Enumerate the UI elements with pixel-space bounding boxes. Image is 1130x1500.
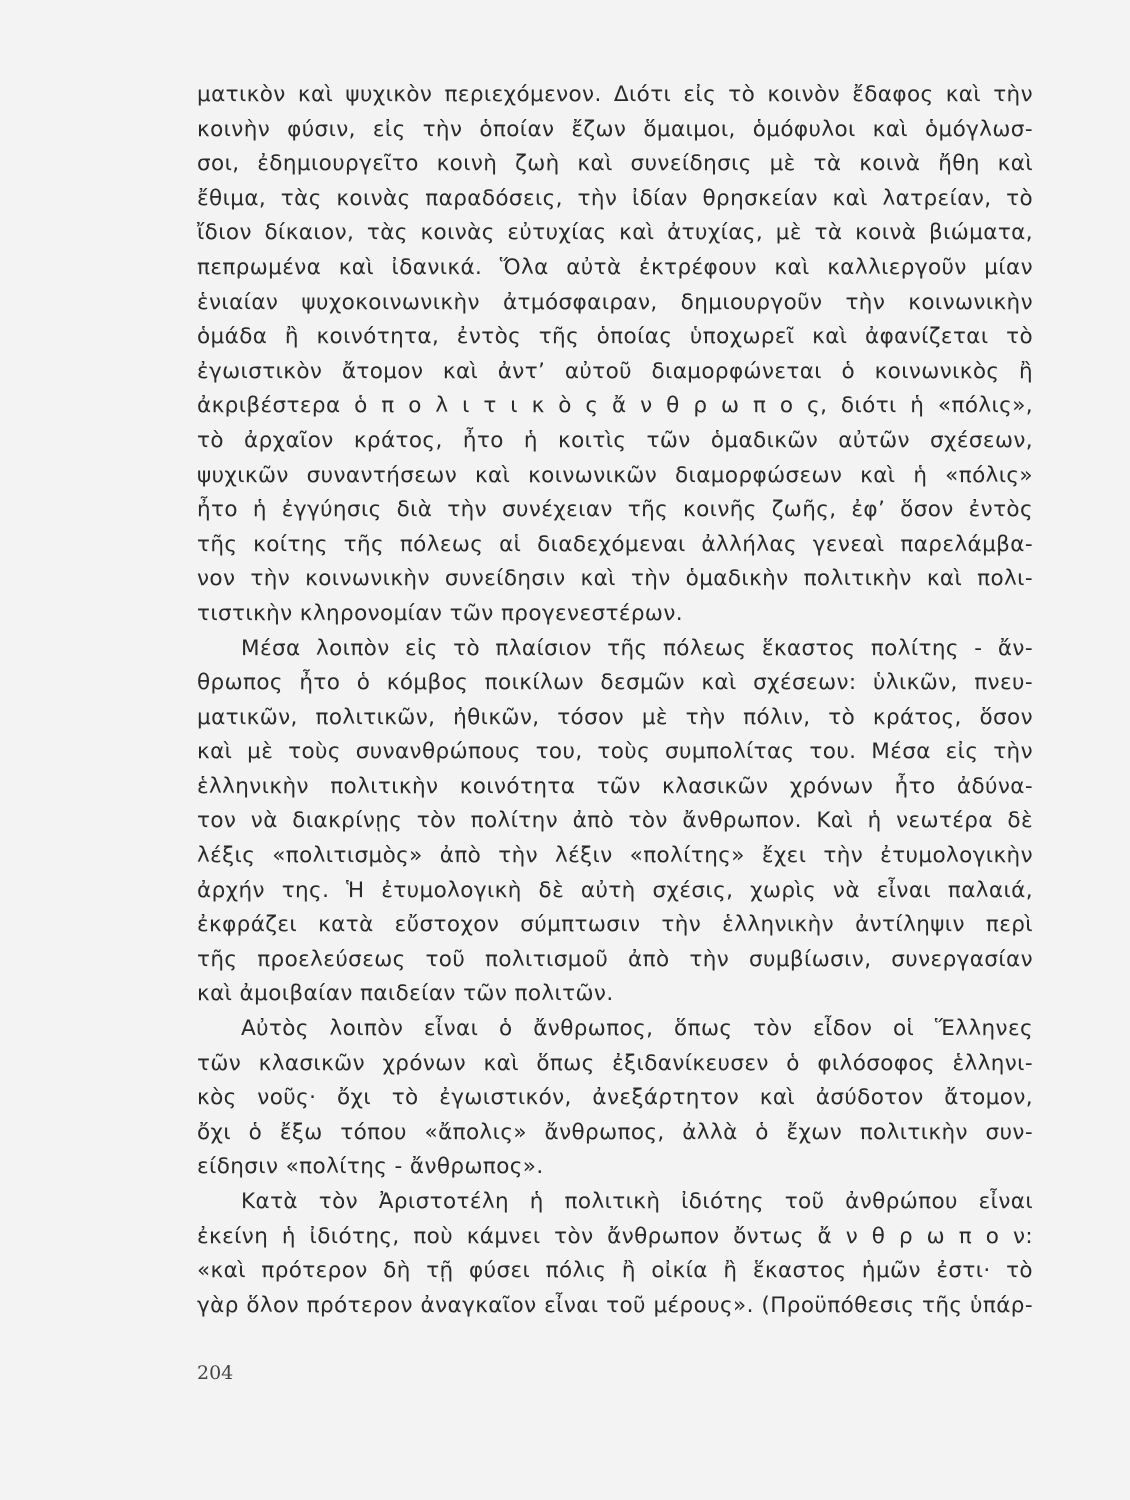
text-line: ματικῶν, πολιτικῶν, ἠθικῶν, τόσον μὲ τὴν πόλιν, τὸ κράτος, ὅσον: [197, 704, 1033, 730]
text-line: «καὶ πρότερον δὴ τῇ φύσει πόλις ἢ οἰκία ἢ ἕκαστος ἡμῶν ἐστι· τὸ: [197, 1258, 1033, 1284]
text-line: ἑνιαίαν ψυχοκοινωνικὴν ἀτμόσφαιραν, δημιουργοῦν τὴν κοινωνικὴν: [197, 289, 1033, 315]
text-line: ἀκριβέστερα ὁ π ο λ ι τ ι κ ὸ ς ἄ ν θ ρ ω π ο ς, διότι ἡ «πόλις»,: [197, 393, 1033, 419]
body-text: [197, 78, 1033, 1323]
text-line: κοινὴν φύσιν, εἰς τὴν ὁποίαν ἔζων ὅμαιμοι, ὁμόφυλοι καὶ ὁμόγλωσ-: [197, 116, 1033, 142]
text-line: νον τὴν κοινωνικὴν συνείδησιν καὶ τὴν ὁμαδικὴν πολιτικὴν καὶ πολι-: [197, 566, 1033, 592]
text-line: ἐγωιστικὸν ἄτομον καὶ ἀντ’ αὐτοῦ διαμορφώνεται ὁ κοινωνικὸς ἢ: [197, 358, 1033, 384]
text-line: ἐκφράζει κατὰ εὔστοχον σύμπτωσιν τὴν ἑλληνικὴν ἀντίληψιν περὶ: [197, 912, 1033, 938]
text-line: τον νὰ διακρίνῃς τὸν πολίτην ἀπὸ τὸν ἄνθρωπον. Καὶ ἡ νεωτέρα δὲ: [197, 808, 1033, 834]
text-line: ὁμάδα ἢ κοινότητα, ἐντὸς τῆς ὁποίας ὑποχωρεῖ καὶ ἀφανίζεται τὸ: [197, 324, 1033, 350]
text-line: τὸ ἀρχαῖον κράτος, ἦτο ἡ κοιτὶς τῶν ὁμαδικῶν αὐτῶν σχέσεων,: [197, 427, 1033, 453]
text-line: ἐκείνη ἡ ἰδιότης, ποὺ κάμνει τὸν ἄνθρωπον ὄντως ἄ ν θ ρ ω π ο ν:: [197, 1223, 1033, 1249]
page-number: 204: [197, 1362, 234, 1384]
text-line: τῶν κλασικῶν χρόνων καὶ ὅπως ἐξιδανίκευσεν ὁ φιλόσοφος ἑλληνι-: [197, 1050, 1033, 1076]
text-line: σοι, ἐδημιουργεῖτο κοινὴ ζωὴ καὶ συνείδησις μὲ τὰ κοινὰ ἤθη καὶ: [197, 151, 1033, 177]
text-line: ἦτο ἡ ἐγγύησις διὰ τὴν συνέχειαν τῆς κοινῆς ζωῆς, ἐφ’ ὅσον ἐντὸς: [197, 497, 1033, 523]
text-line: Μέσα λοιπὸν εἰς τὸ πλαίσιον τῆς πόλεως ἕκαστος πολίτης - ἄν-: [241, 635, 1033, 661]
text-line: ψυχικῶν συναντήσεων καὶ κοινωνικῶν διαμορφώσεων καὶ ἡ «πόλις»: [197, 462, 1033, 488]
text-line: τιστικὴν κληρονομίαν τῶν προγενεστέρων.: [197, 600, 683, 626]
text-line: λέξις «πολιτισμὸς» ἀπὸ τὴν λέξιν «πολίτης» ἔχει τὴν ἐτυμολογικὴν: [197, 843, 1033, 869]
text-line: καὶ ἀμοιβαίαν παιδείαν τῶν πολιτῶν.: [197, 981, 614, 1007]
text-line: ματικὸν καὶ ψυχικὸν περιεχόμενον. Διότι εἰς τὸ κοινὸν ἔδαφος καὶ τὴν: [197, 82, 1033, 107]
text-line: τῆς προελεύσεως τοῦ πολιτισμοῦ ἀπὸ τὴν συμβίωσιν, συνεργασίαν: [197, 946, 1033, 972]
text-line: θρωπος ἦτο ὁ κόμβος ποικίλων δεσμῶν καὶ σχέσεων: ὑλικῶν, πνευ-: [197, 670, 1033, 696]
text-line: τῆς κοίτης τῆς πόλεως αἱ διαδεχόμεναι ἀλλήλας γενεαὶ παρελάμβα-: [197, 531, 1033, 557]
text-line: πεπρωμένα καὶ ἰδανικά. Ὅλα αὐτὰ ἐκτρέφουν καὶ καλλιεργοῦν μίαν: [197, 254, 1033, 280]
text-line: καὶ μὲ τοὺς συνανθρώπους του, τοὺς συμπολίτας του. Μέσα εἰς τὴν: [197, 739, 1033, 765]
text-line: ὄχι ὁ ἔξω τόπου «ἄπολις» ἄνθρωπος, ἀλλὰ ὁ ἔχων πολιτικὴν συν-: [197, 1119, 1033, 1145]
text-line: γὰρ ὅλον πρότερον ἀναγκαῖον εἶναι τοῦ μέρους». (Προϋπόθεσις τῆς ὑπάρ-: [197, 1292, 1033, 1318]
text-line: ἔθιμα, τὰς κοινὰς παραδόσεις, τὴν ἰδίαν θρησκείαν καὶ λατρείαν, τὸ: [197, 185, 1033, 211]
text-line: Αὐτὸς λοιπὸν εἶναι ὁ ἄνθρωπος, ὅπως τὸν εἶδον οἱ Ἕλληνες: [241, 1016, 1033, 1042]
text-line: είδησιν «πολίτης - ἄνθρωπος».: [197, 1154, 544, 1180]
text-line: ἀρχήν της. Ἡ ἐτυμολογικὴ δὲ αὐτὴ σχέσις, χωρὶς νὰ εἶναι παλαιά,: [197, 877, 1033, 903]
text-line: κὸς νοῦς· ὄχι τὸ ἐγωιστικόν, ἀνεξάρτητον καὶ ἀσύδοτον ἄτομον,: [197, 1085, 1033, 1111]
text-line: Κατὰ τὸν Ἀριστοτέλη ἡ πολιτικὴ ἰδιότης τοῦ ἀνθρώπου εἶναι: [241, 1189, 1033, 1214]
text-line: ἴδιον δίκαιον, τὰς κοινὰς εὐτυχίας καὶ ἀτυχίας, μὲ τὰ κοινὰ βιώματα,: [197, 220, 1033, 246]
text-line: ἑλληνικὴν πολιτικὴν κοινότητα τῶν κλασικῶν χρόνων ἦτο ἀδύνα-: [197, 773, 1033, 799]
